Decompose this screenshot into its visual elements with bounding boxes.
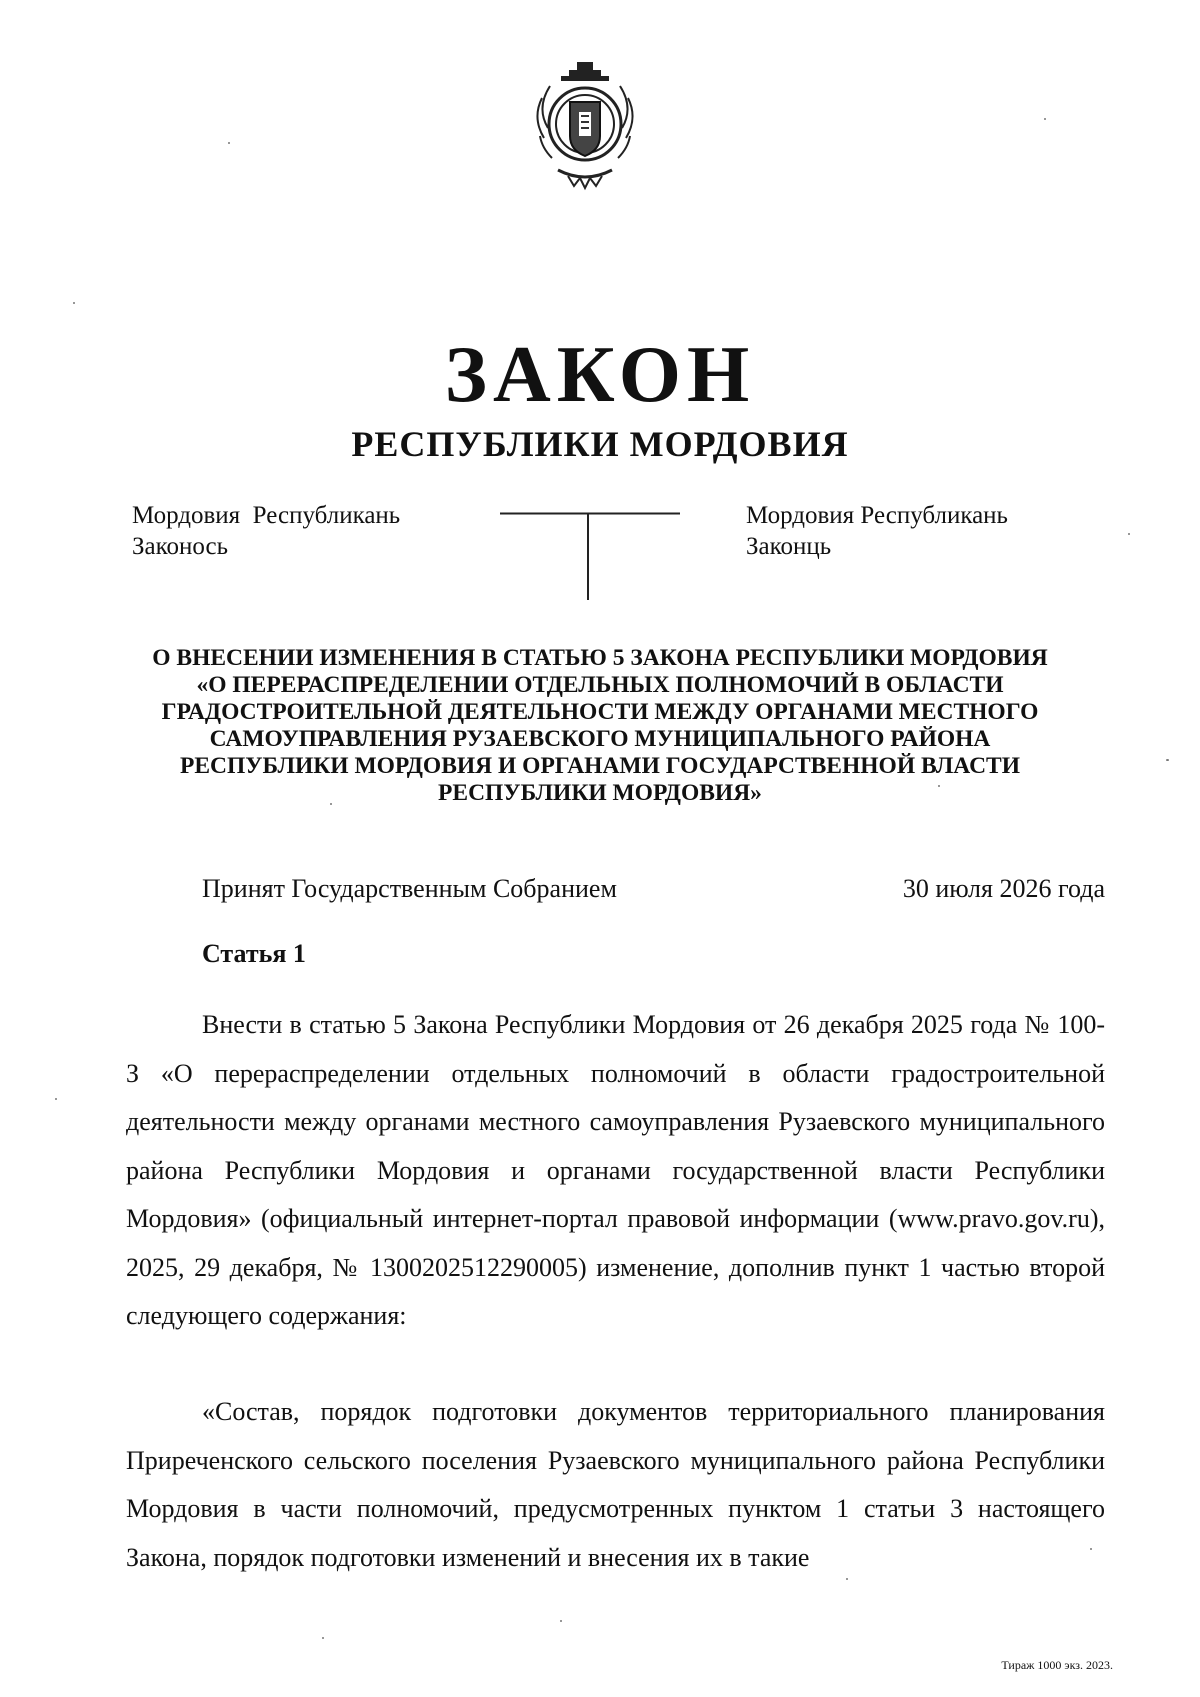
law-heading	[100, 645, 1100, 807]
coat-of-arms-icon	[528, 58, 642, 192]
article-title: Статья 1	[202, 939, 306, 968]
adoption-date: 30 июля 2026 года	[902, 874, 1105, 903]
erzya-title-line2: Законць	[746, 533, 832, 560]
law-heading-line: РЕСПУБЛИКИ МОРДОВИЯ И ОРГАНАМИ ГОСУДАРСТВЕННОЙ ВЛАСТИ	[180, 753, 1020, 779]
scan-speck	[560, 1620, 562, 1622]
erzya-title	[746, 500, 1008, 562]
adopted-by: Принят Государственным Собранием	[202, 874, 617, 903]
scan-speck	[1044, 118, 1046, 120]
moksha-title-line1: Мордовия Республикань	[132, 502, 401, 529]
t-divider	[500, 512, 680, 600]
erzya-title-line1: Мордовия Республикань	[746, 502, 1008, 529]
scan-speck	[1090, 1548, 1092, 1550]
scan-speck	[938, 785, 940, 787]
document-subtitle: РЕСПУБЛИКИ МОРДОВИЯ	[351, 424, 849, 464]
article-paragraph-1: Внести в статью 5 Закона Республики Мордовия от 26 декабря 2025 года № 100-З «О перераспределении отдельных полномочий в области градостроительной деятельности между органами местного самоуправления Рузаевского муниципального района Республики Мордовия и органами государственной власти Республики Мордовия» (официальный интернет-портал правовой информации (www.pravo.gov.ru), 2025, 29 декабря, № 1300202512290005) изменение, дополнив пункт 1 частью второй следующего содержания:	[126, 1010, 1105, 1330]
law-heading-line: ГРАДОСТРОИТЕЛЬНОЙ ДЕЯТЕЛЬНОСТИ МЕЖДУ ОРГАНАМИ МЕСТНОГО	[161, 699, 1039, 725]
scan-speck	[846, 1578, 848, 1580]
moksha-title	[132, 500, 400, 562]
scan-speck	[1166, 759, 1169, 761]
scan-speck	[330, 803, 332, 805]
moksha-title-line2: Законось	[132, 533, 228, 560]
scan-speck	[322, 1637, 324, 1639]
law-heading-line: САМОУПРАВЛЕНИЯ РУЗАЕВСКОГО МУНИЦИПАЛЬНОГО РАЙОНА	[209, 726, 991, 752]
law-heading-line: О ВНЕСЕНИИ ИЗМЕНЕНИЯ В СТАТЬЮ 5 ЗАКОНА РЕСПУБЛИКИ МОРДОВИЯ	[152, 645, 1048, 671]
scan-speck	[228, 142, 230, 144]
scan-speck	[73, 302, 75, 304]
article-paragraph-2: «Состав, порядок подготовки документов территориального планирования Приреченского сельского поселения Рузаевского муниципального района Республики Мордовия в части полномочий, предусмотренных пунктом 1 статьи 3 настоящего Закона, порядок подготовки изменений и внесения их в такие	[126, 1397, 1105, 1572]
scan-speck	[1128, 533, 1130, 535]
document-title: ЗАКОН	[444, 331, 756, 419]
scan-speck	[55, 1098, 57, 1100]
law-heading-line: «О ПЕРЕРАСПРЕДЕЛЕНИИ ОТДЕЛЬНЫХ ПОЛНОМОЧИЙ В ОБЛАСТИ	[196, 672, 1004, 698]
law-heading-line: РЕСПУБЛИКИ МОРДОВИЯ»	[438, 780, 762, 806]
print-run-note: Тираж 1000 экз. 2023.	[1001, 1658, 1113, 1672]
